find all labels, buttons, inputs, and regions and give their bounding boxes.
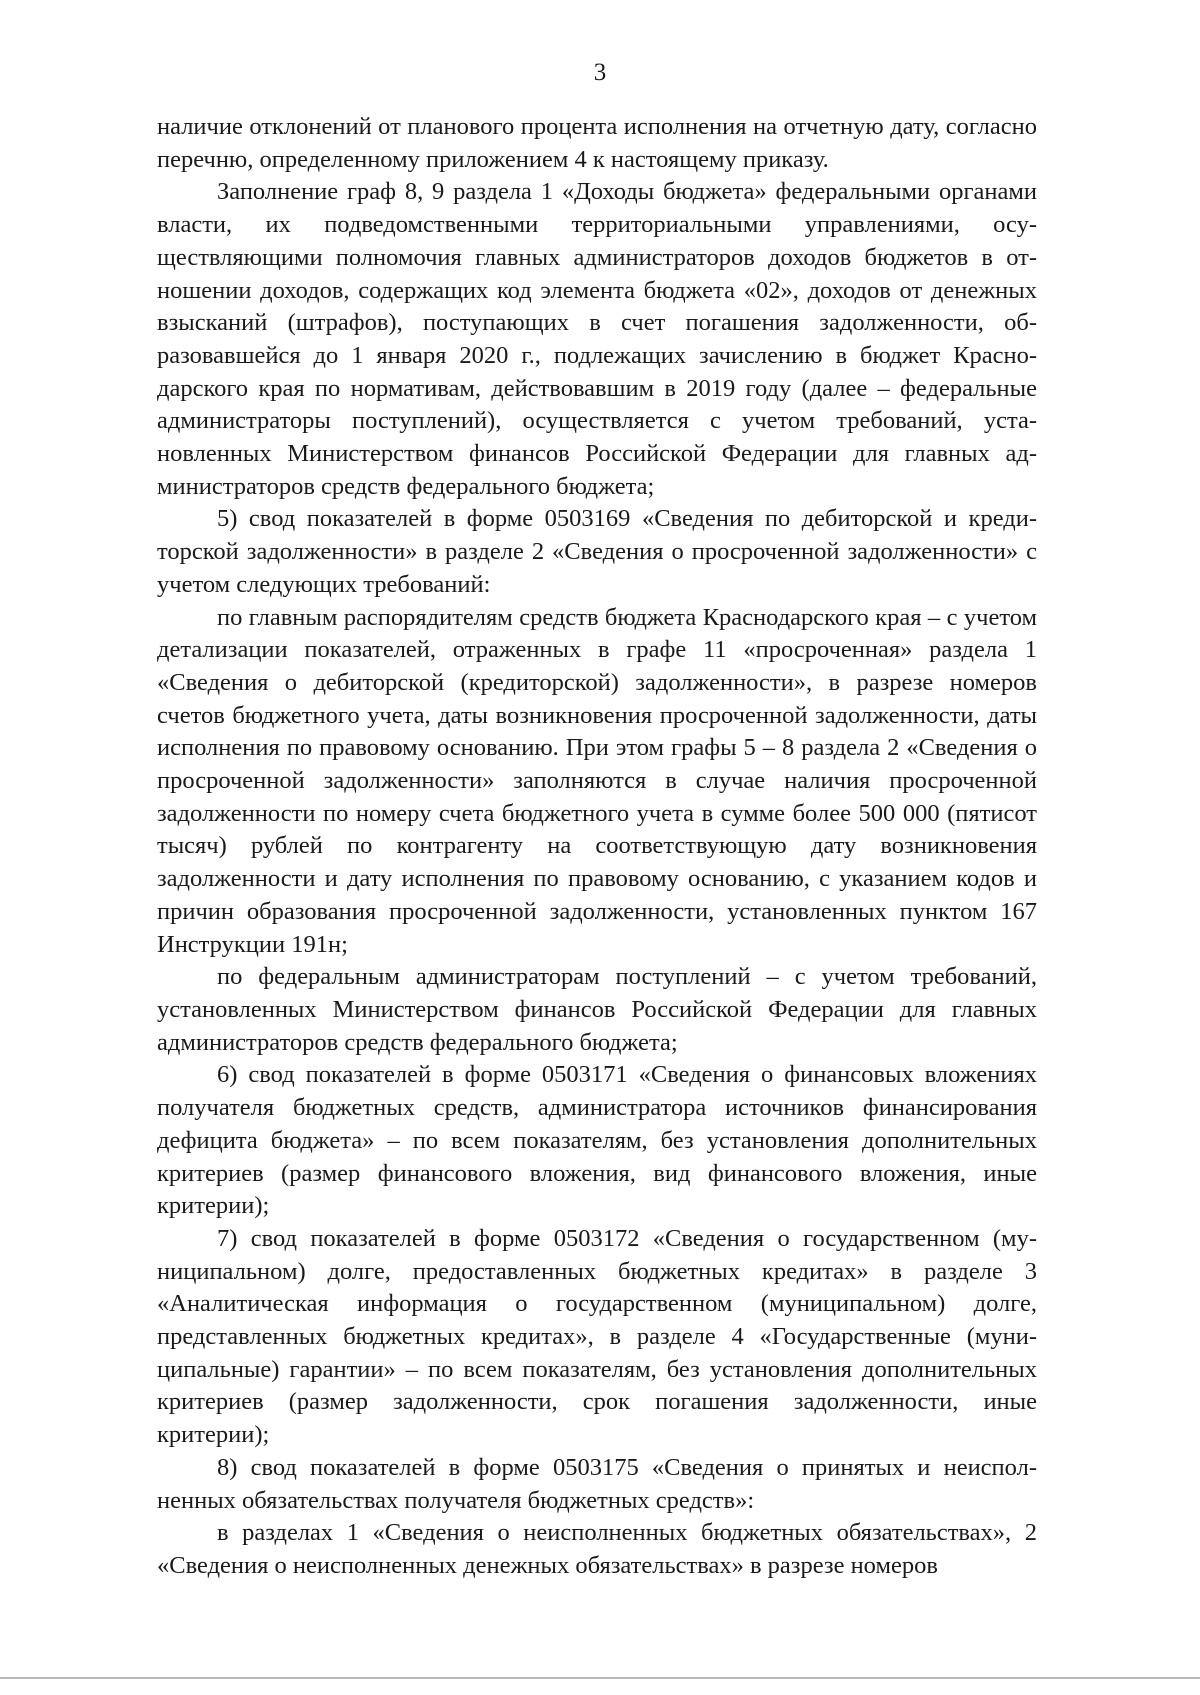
page-number: 3 [593, 59, 607, 86]
paragraph-main-managers: по главным распорядителям средств бюджета Краснодарского края – с учетом детализации показателей, отраженных в графе 11 «просроченная» раздела 1 «Сведения о дебиторской (кредиторской) задолженности», в разрезе номеров счетов бюджетного учета, даты возникновения просроченной задолженности, даты исполнения по правовому основанию. При этом графы 5 – 8 раздела 2 «Сведения о просроченной задолженности» заполняются в случае наличия просроченной задолженности по номеру счета бюджетного учета в сумме более 500 000 (пятисот тысяч) рублей по контрагенту на соответствующую дату возникновения задолженности и дату исполнения по правовому основанию, с указанием кодов и причин образования просроченной задолженности, установленных пунктом 167 Инструкции 191н; [157, 603, 1037, 958]
paragraph-item-7: 7) свод показателей в форме 0503172 «Сведения о государственном (муниципальном) долге, предоставленных бюджетных кредитах» в разделе 3 «Аналитическая информация о государственном (муниципальном) долге, представленных бюджетных кредитах», в разделе 4 «Государственные (муниципальные) гарантии» – по всем показателям, без установления дополнительных критериев (размер задолженности, срок погашения задолженности, иные критерии); [157, 1224, 1037, 1449]
paragraph-item-8: 8) свод показателей в форме 0503175 «Сведения о принятых и неисполненных обязательствах получателя бюджетных средств»: [157, 1453, 1037, 1514]
paragraph-sections: в разделах 1 «Сведения о неисполненных бюджетных обязательствах», 2 «Сведения о неисполненных денежных обязательствах» в разрезе номеров [157, 1519, 1037, 1579]
paragraph-continuation: наличие отклонений от планового процента исполнения на отчетную дату, согласно перечню, определенному приложением 4 к настоящему приказу. [157, 113, 1037, 173]
page-bottom-edge [0, 1677, 1200, 1679]
paragraph-federal-administrators: по федеральным администраторам поступлений – с учетом требований, установленных Министерством финансов Российской Федерации для главных администраторов средств федерального бюджета; [157, 963, 1037, 1056]
paragraph-item-5: 5) свод показателей в форме 0503169 «Сведения по дебиторской и кредиторской задолженности» в разделе 2 «Сведения о просроченной задолженности» с учетом следующих требований: [157, 505, 1037, 598]
document-body [157, 111, 1037, 1583]
paragraph-federal-authorities: Заполнение граф 8, 9 раздела 1 «Доходы бюджета» федеральными органами власти, их подведомственными территориальными управлениями, осуществляющими полномочия главных администраторов доходов бюджетов в отношении доходов, содержащих код элемента бюджета «02», доходов от денежных взысканий (штрафов), поступающих в счет погашения задолженности, образовавшейся до 1 января 2020 г., подлежащих зачислению в бюджет Краснодарского края по нормативам, действовавшим в 2019 году (далее – федеральные администраторы поступлений), осуществляется с учетом требований, установленных Министерством финансов Российской Федерации для главных администраторов средств федерального бюджета; [157, 178, 1037, 500]
paragraph-item-6: 6) свод показателей в форме 0503171 «Сведения о финансовых вложениях получателя бюджетных средств, администратора источников финансирования дефицита бюджета» – по всем показателям, без установления дополнительных критериев (размер финансового вложения, вид финансового вложения, иные критерии); [157, 1061, 1037, 1220]
